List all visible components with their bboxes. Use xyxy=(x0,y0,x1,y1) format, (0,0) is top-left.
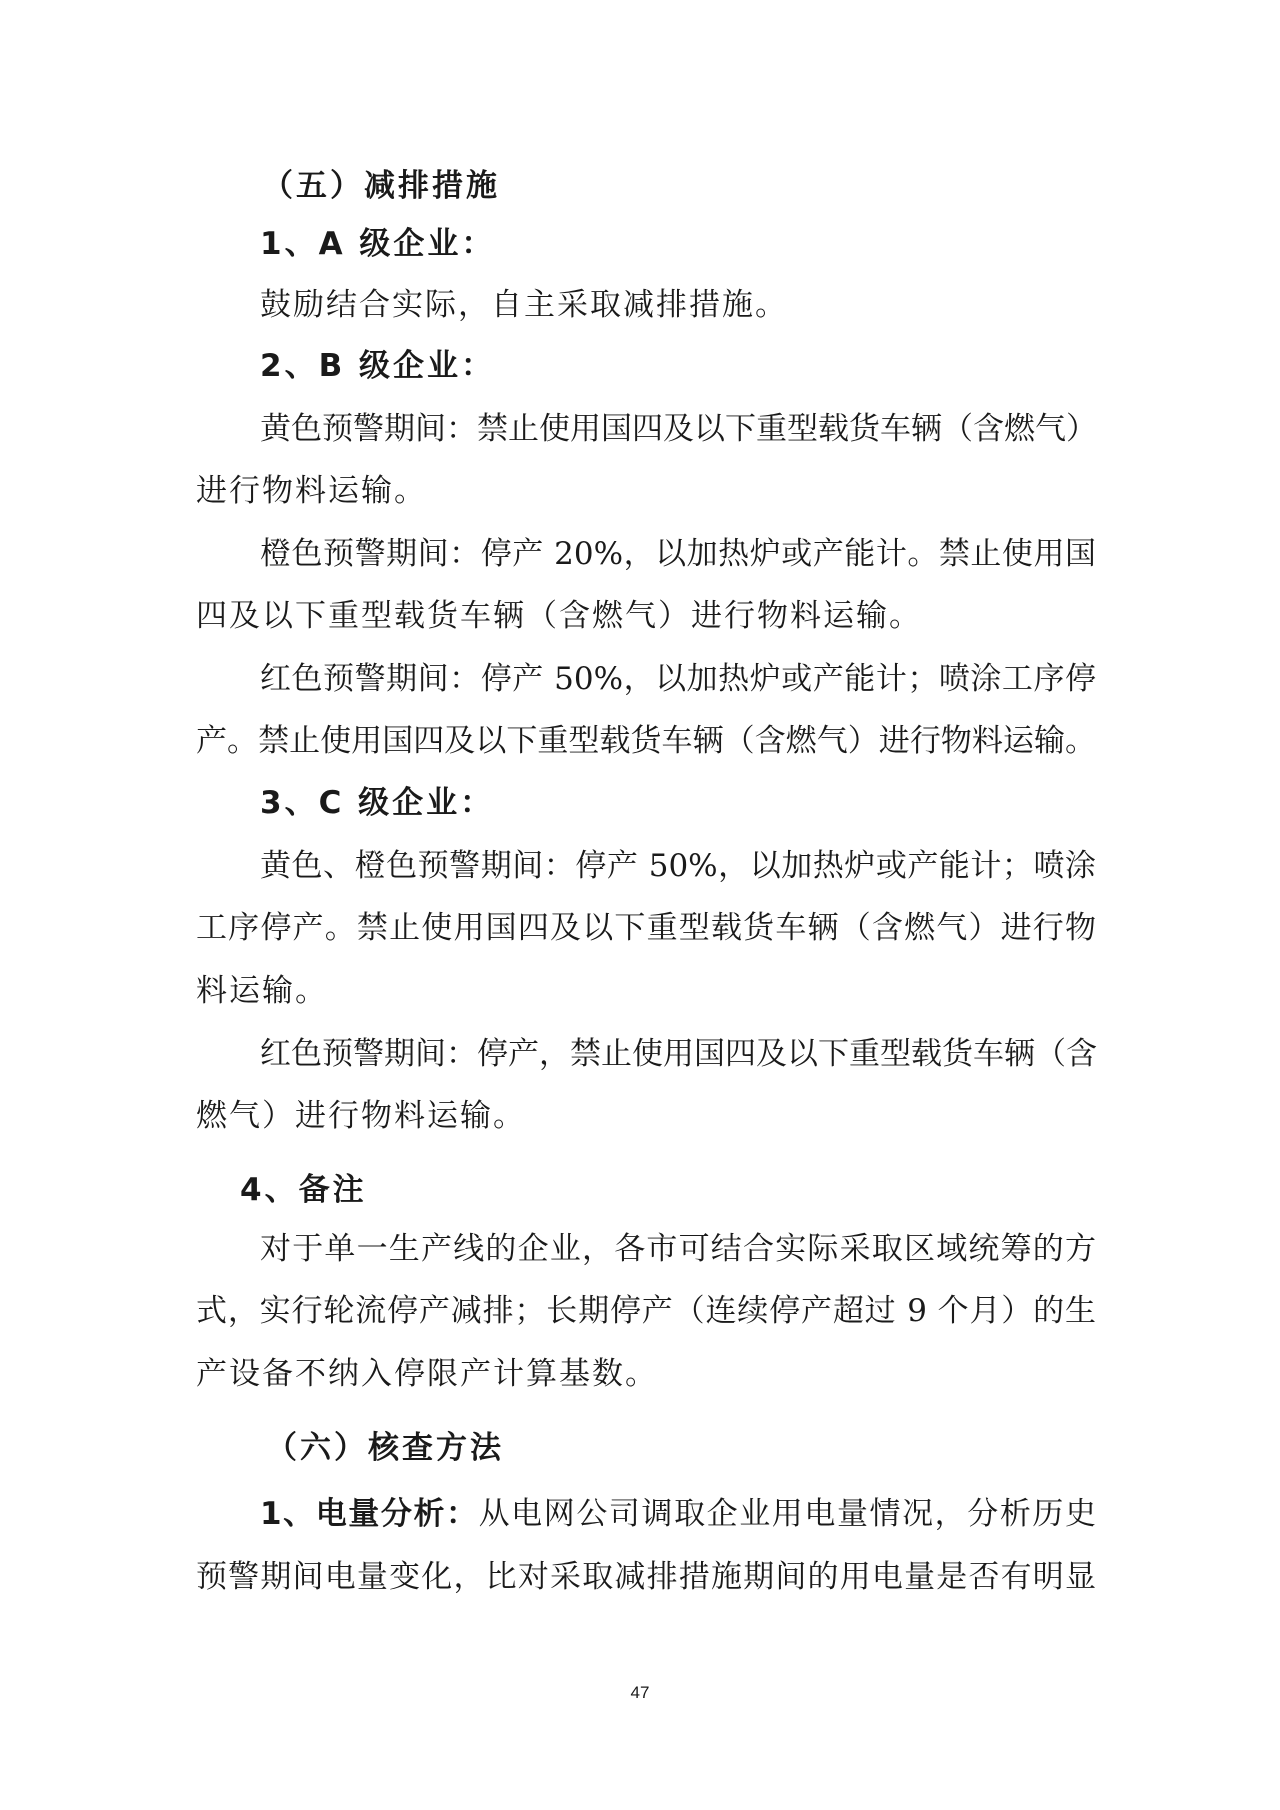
electricity-analysis-text: 从电网公司调取企业用电量情况，分析历史 xyxy=(478,1496,1096,1532)
subheading-note: 4、备注 xyxy=(240,1172,367,1208)
paragraph-note-line-1: 对于单一生产线的企业，各市可结合实际采取区域统筹的方 xyxy=(260,1231,1096,1267)
paragraph-c-yellow-orange-line-2: 工序停产。禁止使用国四及以下重型载货车辆（含燃气）进行物 xyxy=(196,910,1096,946)
paragraph-b-yellow-line-1: 黄色预警期间：禁止使用国四及以下重型载货车辆（含燃气） xyxy=(260,411,1097,447)
paragraph-c-yellow-orange-line-1: 黄色、橙色预警期间：停产 50%，以加热炉或产能计；喷涂 xyxy=(260,848,1096,884)
paragraph-b-yellow-line-2: 进行物料运输。 xyxy=(196,473,427,509)
paragraph-note-line-2: 式，实行轮流停产减排；长期停产（连续停产超过 9 个月）的生 xyxy=(196,1293,1096,1329)
paragraph-note-line-3: 产设备不纳入停限产计算基数。 xyxy=(196,1356,658,1392)
paragraph-electricity-line-2: 预警期间电量变化，比对采取减排措施期间的用电量是否有明显 xyxy=(196,1559,1096,1595)
page-number: 47 xyxy=(630,1683,650,1702)
subheading-a-enterprise: 1、A 级企业： xyxy=(260,226,496,262)
subheading-b-enterprise: 2、B 级企业： xyxy=(260,348,495,384)
paragraph-c-yellow-orange-line-3: 料运输。 xyxy=(196,973,328,1009)
paragraph-b-red-line-1: 红色预警期间：停产 50%，以加热炉或产能计；喷涂工序停 xyxy=(260,661,1096,697)
paragraph-b-orange-line-2: 四及以下重型载货车辆（含燃气）进行物料运输。 xyxy=(196,598,922,634)
paragraph-c-red-line-2: 燃气）进行物料运输。 xyxy=(196,1098,526,1134)
paragraph-b-red-line-2: 产。禁止使用国四及以下重型载货车辆（含燃气）进行物料运输。 xyxy=(196,723,1096,759)
section-heading-reduction-measures: （五）减排措施 xyxy=(262,168,500,204)
section-heading-verification-methods: （六）核查方法 xyxy=(266,1430,504,1466)
paragraph-c-red-line-1: 红色预警期间：停产，禁止使用国四及以下重型载货车辆（含 xyxy=(260,1036,1097,1072)
subheading-c-enterprise: 3、C 级企业： xyxy=(260,785,495,821)
electricity-analysis-label: 1、电量分析： xyxy=(260,1496,479,1532)
paragraph-a-line-1: 鼓励结合实际，自主采取减排措施。 xyxy=(260,287,788,323)
paragraph-b-orange-line-1: 橙色预警期间：停产 20%，以加热炉或产能计。禁止使用国 xyxy=(260,536,1096,572)
paragraph-electricity-line-1 xyxy=(260,1494,1096,1534)
